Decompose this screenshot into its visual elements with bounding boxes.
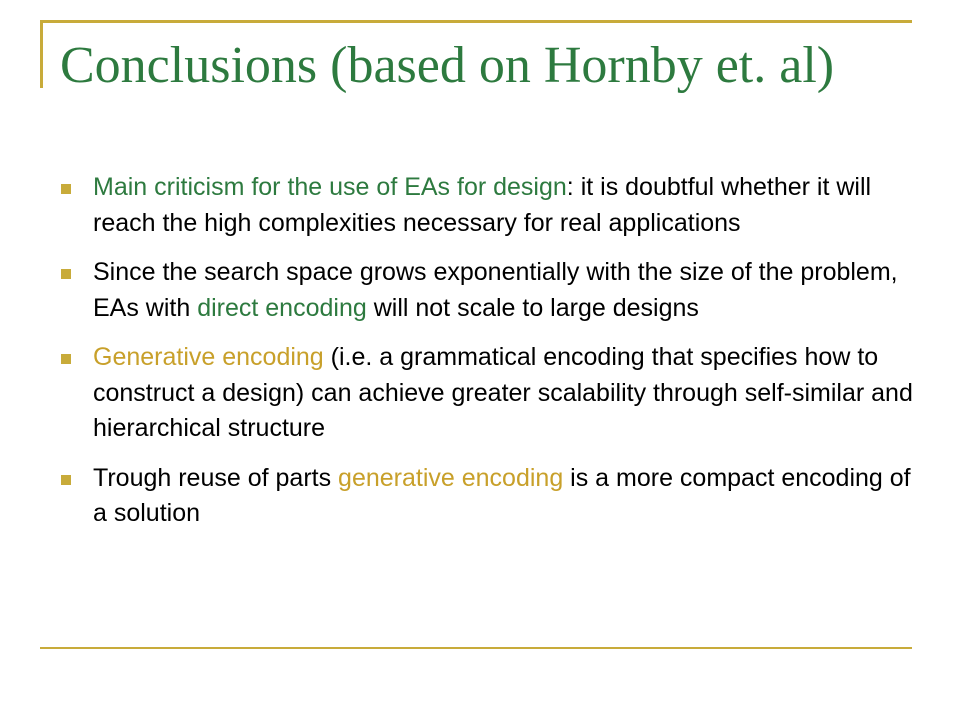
bullet-4-text-start: Trough reuse of parts	[93, 463, 339, 492]
bullet-2-text-start: Since the search space grows exponentially with the size of the problem, EAs with	[93, 258, 898, 322]
bullet-4-highlight: generative encoding	[338, 463, 564, 492]
bottom-divider	[40, 647, 912, 649]
bullet-2-highlight: direct encoding	[197, 293, 367, 322]
bullet-4-text-end: is a more compact encoding of a solution	[93, 463, 911, 527]
square-bullet-icon	[61, 354, 71, 364]
bullet-item-3	[60, 340, 920, 447]
bullet-3-text: (i.e. a grammatical encoding that specifies how to construct a design) can achieve greater scalability through self-similar and hierarchical structure	[93, 343, 913, 442]
left-divider	[40, 20, 43, 88]
bullet-2-text-end: will not scale to large designs	[366, 293, 699, 322]
bullet-3-highlight: Generative encoding	[93, 343, 324, 371]
bullet-list	[60, 170, 920, 546]
top-divider	[40, 20, 912, 23]
slide-title: Conclusions (based on Hornby et. al)	[60, 37, 835, 94]
square-bullet-icon	[61, 269, 71, 279]
square-bullet-icon	[61, 475, 71, 485]
bullet-1-text: : it is doubtful whether it will reach the high complexities necessary for real applications	[93, 173, 872, 237]
bullet-item-1	[60, 170, 920, 241]
square-bullet-icon	[61, 184, 71, 194]
bullet-1-highlight: Main criticism for the use of EAs for design	[93, 173, 567, 201]
bullet-item-4	[60, 461, 920, 532]
bullet-item-2	[60, 255, 920, 326]
